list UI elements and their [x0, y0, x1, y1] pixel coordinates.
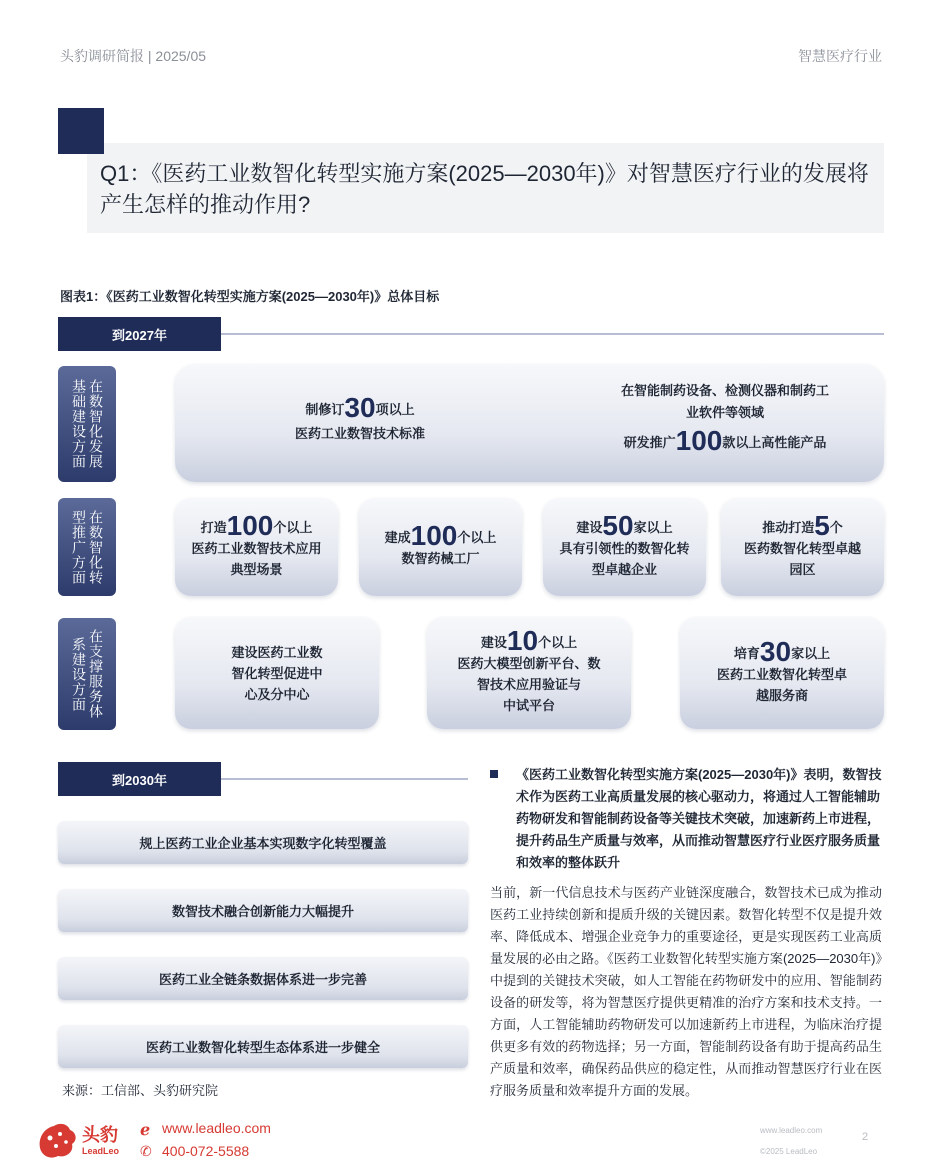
card-line: 在智能制药设备、检测仪器和制药工 [620, 383, 829, 398]
card-big-number: 100 [410, 520, 458, 551]
logo-subtext: LeadLeo [82, 1146, 120, 1156]
card-post: 款以上高性能产品 [722, 435, 827, 450]
card-big-number: 10 [506, 625, 539, 656]
card-line: 建设医药工业数 [231, 644, 323, 660]
card-line: 智技术应用验证与 [476, 677, 581, 692]
card-line: 业软件等领域 [685, 405, 764, 420]
card-post: 个以上 [538, 635, 578, 650]
card-line: 心及分中心 [244, 686, 310, 702]
goal-item: 规上医药工业企业基本实现数字化转型覆盖 [58, 821, 468, 864]
phone-icon: ✆ [140, 1143, 152, 1159]
card-platforms [427, 617, 631, 729]
card-line: 典型场景 [230, 561, 283, 577]
card-pre: 培育 [733, 645, 760, 661]
page-number: 2 [862, 1131, 869, 1143]
side-label-promotion [58, 498, 116, 596]
card-big-number: 30 [344, 392, 376, 423]
card-parks [721, 498, 884, 596]
footer-copyright: ©2025 LeadLeo [760, 1147, 818, 1156]
card-post: 个以上 [457, 530, 497, 545]
card-pre: 制修订 [305, 402, 345, 417]
card-scenarios [175, 498, 338, 596]
card-line: 越服务商 [755, 687, 808, 703]
card-service-providers [680, 617, 884, 729]
card-post: 家以上 [791, 645, 831, 661]
web-icon: ℯ [140, 1122, 151, 1139]
card-line: 智化转型促进中 [231, 665, 323, 681]
card-line: 数智药械工厂 [401, 551, 480, 566]
card-line: 型卓越企业 [591, 561, 657, 577]
card-post: 项以上 [375, 402, 415, 417]
bullet-square-icon [490, 770, 498, 778]
card-post: 个以上 [273, 519, 313, 535]
website-link[interactable]: www.leadleo.com [162, 1120, 271, 1136]
card-line: 医药大模型创新平台、数 [457, 656, 601, 671]
leopard-logo-icon [34, 1118, 80, 1162]
card-big-number: 30 [759, 635, 792, 667]
card-big-number: 100 [675, 425, 723, 456]
card-factories [359, 498, 522, 596]
side-label-col: 在支撑服务体 [88, 629, 104, 719]
logo-text: 头豹 [82, 1125, 118, 1145]
phone-number: 400-072-5588 [162, 1143, 250, 1159]
divider-line [221, 333, 884, 335]
question-title: Q1：《医药工业数智化转型实施方案(2025—2030年)》对智慧医疗行业的发展将产生怎样的推动作用? [100, 161, 869, 217]
card-big-number: 50 [602, 509, 634, 541]
figure-title: 图表1：《医药工业数智化转型实施方案(2025—2030年)》总体目标 [60, 289, 440, 304]
card-line: 具有引领性的数智化转 [559, 540, 690, 556]
card-enterprises [543, 498, 706, 596]
footer-site: www.leadleo.com [760, 1126, 823, 1135]
card-pre: 研发推广 [623, 435, 676, 450]
card-promotion-center [175, 617, 379, 729]
card-big-number: 100 [226, 509, 274, 541]
card-line: 医药数智化转型卓越 [743, 540, 861, 556]
card-line: 医药工业数智技术标准 [294, 426, 425, 441]
year-tab-2030: 到2030年 [58, 762, 221, 796]
header-right: 智慧医疗行业 [798, 48, 882, 64]
card-line: 医药工业数智技术应用 [191, 540, 322, 556]
card-pre: 打造 [200, 519, 227, 535]
goal-item: 医药工业全链条数据体系进一步完善 [58, 957, 468, 1000]
card-line: 中试平台 [502, 698, 555, 713]
goal-item: 医药工业数智化转型生态体系进一步健全 [58, 1025, 468, 1068]
side-label-col: 在数智化发展 [88, 379, 104, 469]
side-label-foundation [58, 366, 116, 482]
question-accent-square [58, 108, 104, 154]
card-standards [230, 392, 490, 446]
side-label-col: 系建设方面 [71, 636, 87, 712]
year-tab-2027: 到2027年 [58, 317, 221, 351]
card-post: 家以上 [633, 519, 673, 535]
side-label-support [58, 618, 116, 730]
card-pre: 建成 [384, 530, 411, 545]
card-big-number: 5 [814, 509, 830, 541]
card-pre: 推动打造 [762, 519, 815, 535]
card-pre: 建设 [576, 519, 603, 535]
card-line: 园区 [789, 561, 816, 577]
divider-line [221, 778, 468, 780]
summary-bullet: 《医药工业数智化转型实施方案(2025—2030年)》表明，数智技术作为医药工业高质量发展的核心驱动力，将通过人工智能辅助药物研发和智能制药设备等关键技术突破，加速新药上市进程，提升药品生产质量与效率，从而推动智慧医疗行业医疗服务质量和效率的整体跃升 [516, 767, 882, 870]
goal-item: 数智技术融合创新能力大幅提升 [58, 889, 468, 932]
card-post: 个 [829, 519, 843, 535]
source-note: 来源：工信部、头豹研究院 [62, 1083, 219, 1098]
side-label-col: 基础建设方面 [71, 379, 87, 469]
header-left: 头豹调研简报 | 2025/05 [60, 48, 207, 64]
card-pre: 建设 [480, 635, 507, 650]
side-label-col: 在数智化转 [88, 509, 104, 585]
card-line: 医药工业数智化转型卓 [716, 666, 847, 682]
body-paragraph: 当前，新一代信息技术与医药产业链深度融合，数智技术已成为推动医药工业持续创新和提质升级的关键因素。数智化转型不仅是提升效率、降低成本、增强企业竞争力的重要途径，更是实现医药工业高质量发展的必由之路。《医药工业数智化转型实施方案(2025—2030年)》中提到的关键技术突破，如人工智能在药物研发中的应用、智能制药设备的研发等，将为智慧医疗提供更精准的治疗方案和技术支持。一方面，人工智能辅助药物研发可以加速新药上市进程，为临床治疗提供更多有效的药物选择；另一方面，智能制药设备有助于提高药品生产质量和效率，确保药品供应的稳定性，从而推动智慧医疗行业在医疗服务质量和效率提升方面的发展。 [490, 885, 882, 1098]
card-products [590, 380, 860, 454]
side-label-col: 型推广方面 [71, 509, 87, 585]
